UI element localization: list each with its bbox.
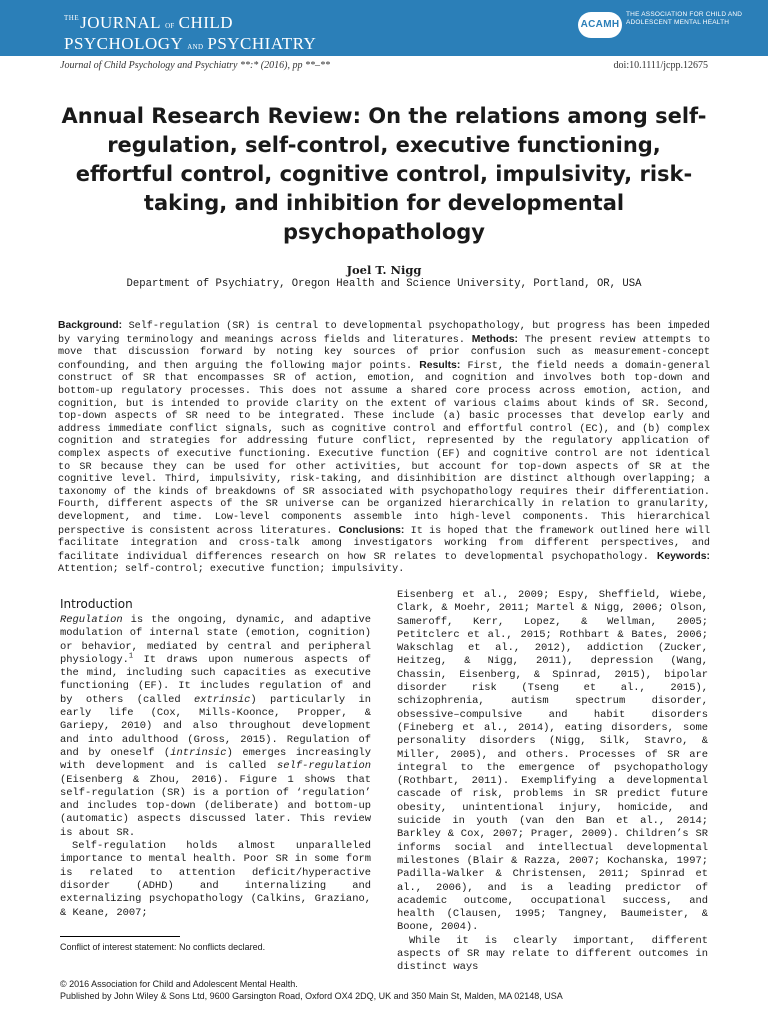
abstract-results: First, the field needs a domain-general construct of SR that encompasses SR of action, emotion, and cognition and involves both top-down and bottom-up regulatory processes. This does not assume a shared core process across emotion, action, and cognition, but is intended to provide clarity on the extent of various claims about kinds of SR. Second, top-down aspects of SR need to be integrated. These include (a) basic processes that develop early and address immediate conflict signals, such as cognitive control and effortful control (EC), and (b) complex cognition and strategies for addressing future conflict, represented by the regulatory application of complex aspects of executive functioning. Executive function (EF) and cognitive control are not identical to SR because they can be used for other activities, but account for top-down aspects of SR at the cognitive level. Third, impulsivity, risk-taking, and disinhibition are distinct although overlapping; a taxonomy of the kinds of breakdowns of SR associated with psychopathology requires their differentiation. Fourth, different aspects of the SR universe can be organized hierarchically in relation to granularity, development, and time. Low-level components assemble into high-level components. This hierarchical perspective is consistent across literatures. <box>58 360 710 537</box>
body-right-column <box>397 589 708 975</box>
intro-paragraph-1: Regulation is the ongoing, dynamic, and adaptive modulation of internal state (emotion, cognition) or behavior, mediated by central and peripheral physiology.$^1$ It draws upon numerous aspects of the mind, including such capacities as executive functioning (EF). It includes regulation of and by others (called extrinsic) particularly in early life (Cox, Mills-Koonce, Propper, & Gariepy, 2010) and also throughout development and into adulthood (Gross, 2015). Regulation of and by oneself (intrinsic) emerges increasingly with development and is called self-regulation (Eisenberg & Zhou, 2016). Figure 1 shows that self-regulation (SR) is a portion of ‘regulation’ and includes top-down (deliberate) and bottom-up (automatic) aspects discussed later. This review is about SR. <box>60 614 371 839</box>
author-name: Joel T. Nigg <box>346 263 422 277</box>
abstract-methods-label: Methods: <box>471 333 518 345</box>
journal-masthead <box>0 0 768 56</box>
journal-citation: Journal of Child Psychology and Psychiatry **:* (2016), pp **–** <box>60 60 330 71</box>
page-footer <box>60 979 720 1002</box>
association-name: THE ASSOCIATION FOR CHILD AND ADOLESCENT MENTAL HEALTH <box>626 11 743 26</box>
conflict-of-interest-footnote: Conflict of interest statement: No conflicts declared. <box>60 942 266 952</box>
journal-title-logo: $^{THE}$JOURNAL OF CHILD PSYCHOLOGY AND PSYCHIATRY <box>64 13 317 53</box>
running-head <box>60 60 708 71</box>
abstract-keywords: Attention; self-control; executive function; impulsivity. <box>58 564 405 576</box>
abstract-conclusions: It is hoped that the framework outlined here will facilitate integration and cross-talk among investigators working from different perspectives, and facilitate individual differences research on how SR relates to developmental psychopathology. <box>58 525 711 563</box>
body-left-column <box>60 596 371 920</box>
intro-paragraph-3: While it is clearly important, different aspects of SR may relate to different outcomes in distinct ways <box>397 934 708 974</box>
abstract-results-label: Results: <box>419 359 461 371</box>
publisher-line: Published by John Wiley & Sons Ltd, 9600 Garsington Road, Oxford OX4 2DQ, UK and 350 Main St, Malden, MA 02148, USA <box>60 990 563 1001</box>
intro-paragraph-2-continued: Eisenberg et al., 2009; Espy, Sheffield, Wiebe, Clark, & Moehr, 2011; Martel & Nigg, 2006; Olson, Sameroff, Kerr, Lopez, & Wellman, 2005; Petitclerc et al., 2015; Rothbart & Bates, 2006; Wakschlag et al., 2012), addiction (Zucker, Heitzeg, & Nigg, 2011), depression (Wang, Chassin, Eisenberg, & Spinrad, 2015), bipolar disorder risk (Tseng et al., 2015), schizophrenia, autism spectrum disorder, obsessive–compulsive and habit disorders (Fineberg et al., 2014), eating disorders, some personality disorders (Nigg, Silk, Stavro, & Miller, 2005), and others. Processes of SR are integral to the emergence of psychopathology (Rothbart, 2011). Exemplifying a developmental cascade of risk, problems in SR predict future obesity, unintentional injury, homicide, and suicide in youth (van den Ban et al., 2014; Barkley & Cox, 2007; Prager, 2009). Children’s SR informs social and intellectual developmental milestones (Blair & Razza, 2007; Kochanska, 1997; Padilla-Walker & Christensen, 2011; Spinrad et al., 2006), and is a leading predictor of academic outcome, occupational success, and health (Clausen, 1995; Tangney, Baumeister, & Boone, 2004). <box>397 589 708 934</box>
abstract-keywords-label: Keywords: <box>656 550 710 562</box>
author-affiliation: Department of Psychiatry, Oregon Health and Science University, Portland, OR, USA <box>126 278 642 290</box>
footnote-divider <box>60 936 180 937</box>
section-heading-introduction: Introduction <box>60 597 133 611</box>
abstract <box>58 320 710 577</box>
abstract-background-label: Background: <box>58 320 123 331</box>
intro-paragraph-2: Self-regulation holds almost unparalleled importance to mental health. Poor SR in some form is related to attention deficit/hyperactive disorder (ADHD) and internalizing and externalizing psychopathology (Calkins, Graziano, & Keane, 2007; <box>60 840 371 919</box>
footnote-marker[interactable]: 1 <box>128 652 134 661</box>
abstract-background: Self-regulation (SR) is central to developmental psychopathology, but progress has been impeded by varying terminology and meanings across fields and literatures. <box>58 321 710 346</box>
abstract-conclusions-label: Conclusions: <box>338 524 405 536</box>
abstract-methods: The present review attempts to move that discussion forward by noting key sources of prior confusion such as measurement-concept confounding, and then arguing the following major points. <box>58 334 711 372</box>
acamh-logo: ACAMH <box>578 12 622 38</box>
copyright-line: © 2016 Association for Child and Adolescent Mental Health. <box>60 979 298 989</box>
doi[interactable]: doi:10.1111/jcpp.12675 <box>613 60 708 71</box>
article-title: Annual Research Review: On the relations among self-regulation, self-control, executive functioning, effortful control, cognitive control, impulsivity, risk-taking, and inhibition for developmental psychopathology <box>61 104 707 244</box>
